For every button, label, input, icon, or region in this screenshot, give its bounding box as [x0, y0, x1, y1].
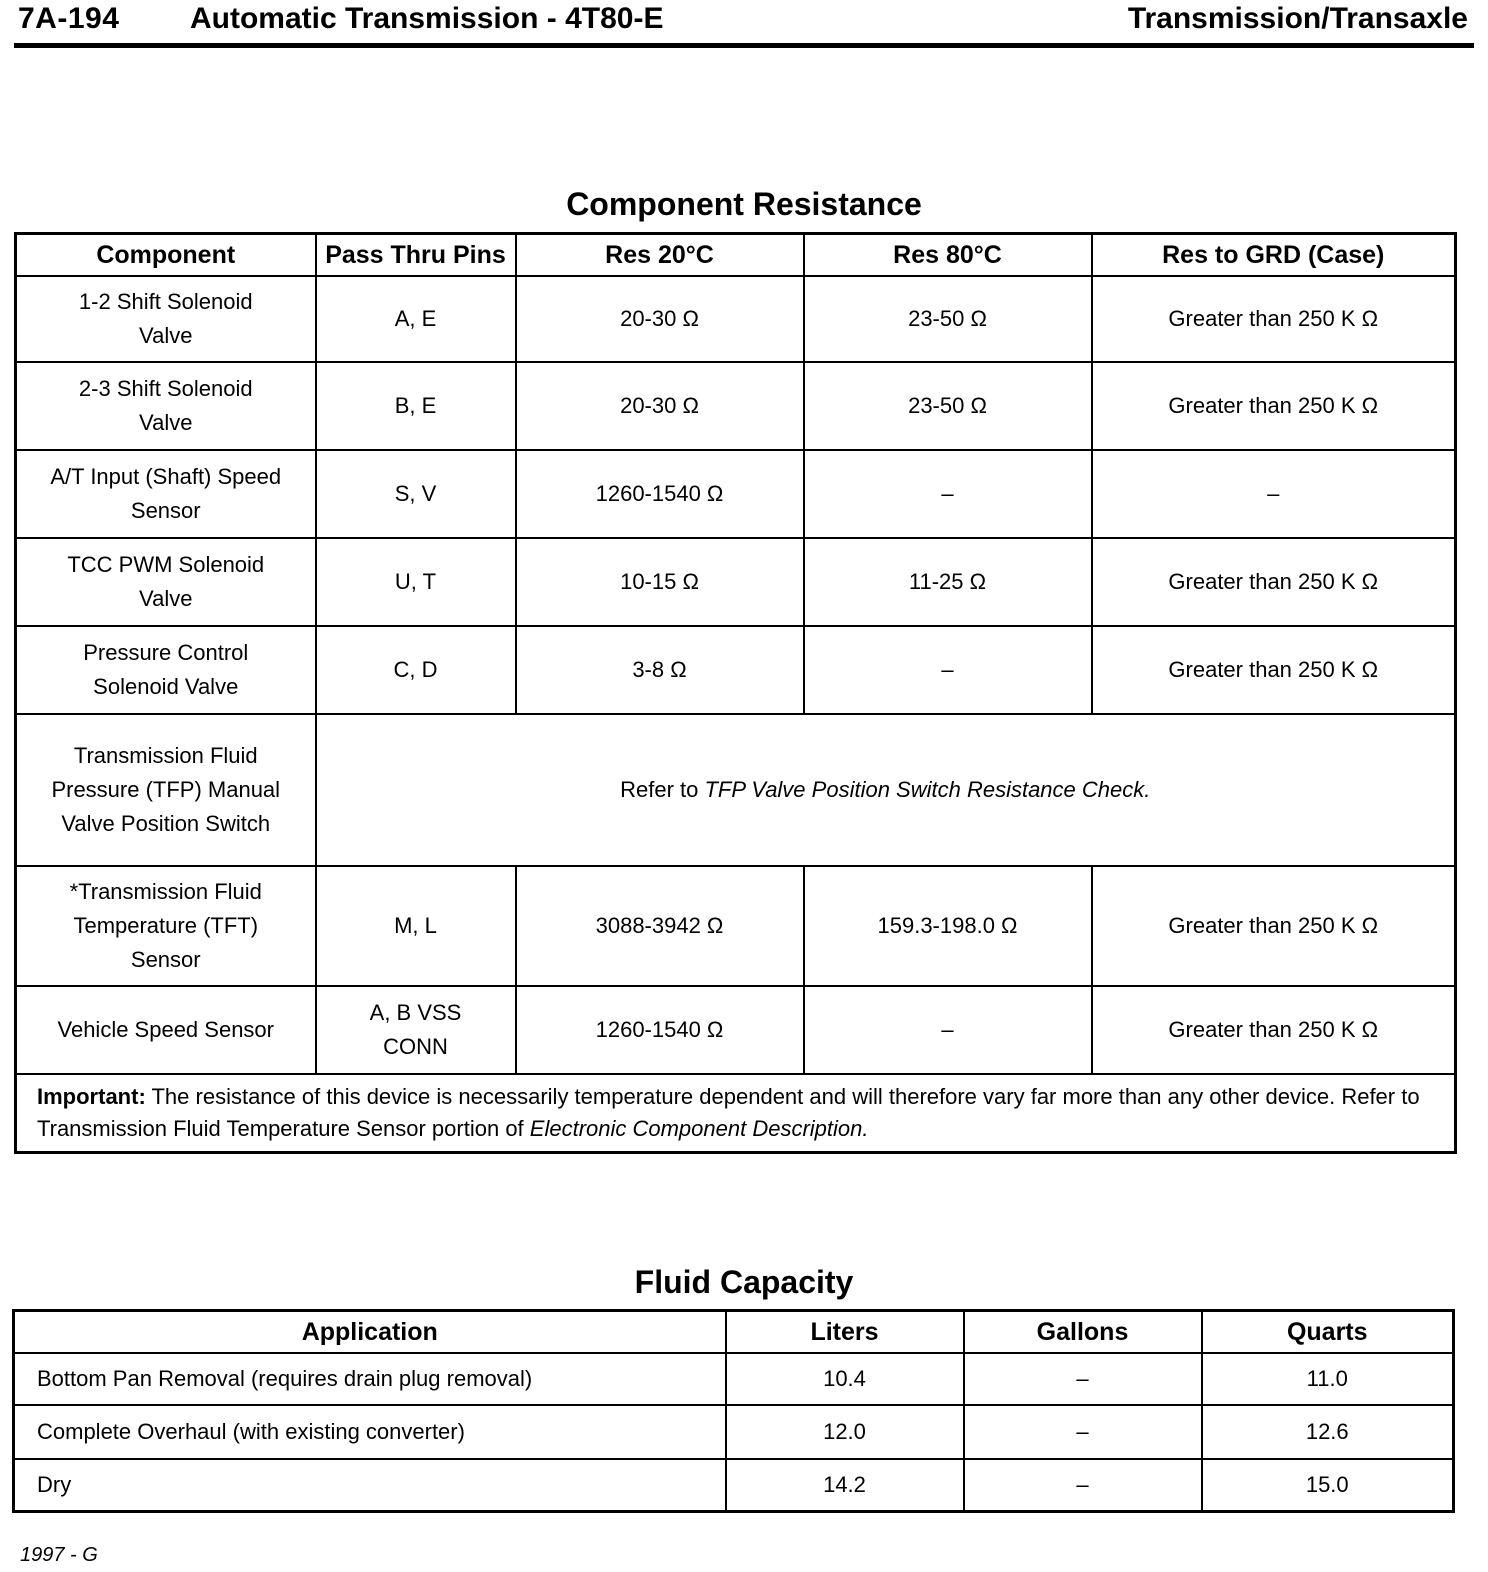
res20-cell: 1260-1540 Ω — [516, 450, 804, 538]
res80-cell: – — [804, 986, 1092, 1074]
liters-cell: 14.2 — [726, 1459, 964, 1511]
component-resistance-table — [14, 232, 1457, 1154]
col-header: Application — [14, 1311, 726, 1354]
res20-cell: 1260-1540 Ω — [516, 986, 804, 1074]
component-cell: TCC PWM Solenoid Valve — [16, 538, 316, 626]
res20-cell: 10-15 Ω — [516, 538, 804, 626]
section-name: Transmission/Transaxle — [1127, 2, 1468, 35]
quarts-cell: 11.0 — [1202, 1353, 1454, 1405]
quarts-cell: 15.0 — [1202, 1459, 1454, 1511]
col-header: Liters — [726, 1311, 964, 1354]
pins-cell: A, E — [316, 276, 516, 362]
component-cell: 2-3 Shift Solenoid Valve — [16, 362, 316, 450]
col-header: Res 20°C — [516, 234, 804, 277]
application-cell: Complete Overhaul (with existing converter) — [14, 1405, 726, 1459]
fluid-capacity-table — [12, 1309, 1455, 1513]
col-header: Res 80°C — [804, 234, 1092, 277]
res20-cell: 20-30 Ω — [516, 276, 804, 362]
table-row — [16, 866, 1456, 986]
refer-prefix: Refer to — [620, 777, 705, 802]
pins-cell: S, V — [316, 450, 516, 538]
grd-cell: Greater than 250 K Ω — [1092, 538, 1456, 626]
component-cell: *Transmission Fluid Temperature (TFT) Sensor — [16, 866, 316, 986]
grd-cell: Greater than 250 K Ω — [1092, 362, 1456, 450]
gallons-cell: – — [964, 1353, 1202, 1405]
table-header-row — [14, 1311, 1454, 1354]
grd-cell: – — [1092, 450, 1456, 538]
pins-cell: M, L — [316, 866, 516, 986]
col-header: Component — [16, 234, 316, 277]
page-code: 7A-194 — [18, 2, 120, 35]
important-note — [16, 1074, 1456, 1153]
grd-cell: Greater than 250 K Ω — [1092, 276, 1456, 362]
resistance-table-title: Component Resistance — [566, 186, 922, 222]
table-row — [16, 450, 1456, 538]
liters-cell: 12.0 — [726, 1405, 964, 1459]
component-cell: Vehicle Speed Sensor — [16, 986, 316, 1074]
tfp-reference-cell — [316, 714, 1456, 866]
table-row — [14, 1353, 1454, 1405]
page-footer: 1997 - G — [20, 1544, 98, 1566]
table-row — [16, 276, 1456, 362]
col-header: Gallons — [964, 1311, 1202, 1354]
note-text: The resistance of this device is necessarily temperature dependent and will therefore vary far more than any other device. Refer to Transmission Fluid Temperature Sensor portion of — [37, 1084, 1420, 1141]
quarts-cell: 12.6 — [1202, 1405, 1454, 1459]
res20-cell: 3-8 Ω — [516, 626, 804, 714]
gallons-cell: – — [964, 1405, 1202, 1459]
component-cell: Pressure Control Solenoid Valve — [16, 626, 316, 714]
table-row — [16, 362, 1456, 450]
refer-title: TFP Valve Position Switch Resistance Check. — [704, 777, 1151, 802]
col-header: Pass Thru Pins — [316, 234, 516, 277]
table-row — [14, 1459, 1454, 1511]
pins-cell: C, D — [316, 626, 516, 714]
grd-cell: Greater than 250 K Ω — [1092, 986, 1456, 1074]
component-cell: Transmission Fluid Pressure (TFP) Manual Valve Position Switch — [16, 714, 316, 866]
component-cell: 1-2 Shift Solenoid Valve — [16, 276, 316, 362]
res80-cell: – — [804, 450, 1092, 538]
res80-cell: – — [804, 626, 1092, 714]
table-row — [14, 1405, 1454, 1459]
page-header — [14, 0, 1474, 48]
grd-cell: Greater than 250 K Ω — [1092, 866, 1456, 986]
page-title: Automatic Transmission - 4T80-E — [190, 2, 664, 35]
capacity-table-title: Fluid Capacity — [634, 1264, 854, 1300]
application-cell: Bottom Pan Removal (requires drain plug removal) — [14, 1353, 726, 1405]
col-header: Res to GRD (Case) — [1092, 234, 1456, 277]
res80-cell: 11-25 Ω — [804, 538, 1092, 626]
res20-cell: 20-30 Ω — [516, 362, 804, 450]
res80-cell: 159.3-198.0 Ω — [804, 866, 1092, 986]
pins-cell: A, B VSS CONN — [316, 986, 516, 1074]
liters-cell: 10.4 — [726, 1353, 964, 1405]
note-label: Important: — [37, 1084, 146, 1109]
component-cell: A/T Input (Shaft) Speed Sensor — [16, 450, 316, 538]
gallons-cell: – — [964, 1459, 1202, 1511]
note-reference: Electronic Component Description. — [529, 1116, 869, 1141]
table-note-row — [16, 1074, 1456, 1153]
table-row-tfp — [16, 714, 1456, 866]
application-cell: Dry — [14, 1459, 726, 1511]
pins-cell: U, T — [316, 538, 516, 626]
table-row — [16, 538, 1456, 626]
grd-cell: Greater than 250 K Ω — [1092, 626, 1456, 714]
table-row — [16, 986, 1456, 1074]
table-header-row — [16, 234, 1456, 277]
col-header: Quarts — [1202, 1311, 1454, 1354]
table-row — [16, 626, 1456, 714]
pins-cell: B, E — [316, 362, 516, 450]
res80-cell: 23-50 Ω — [804, 362, 1092, 450]
res80-cell: 23-50 Ω — [804, 276, 1092, 362]
res20-cell: 3088-3942 Ω — [516, 866, 804, 986]
